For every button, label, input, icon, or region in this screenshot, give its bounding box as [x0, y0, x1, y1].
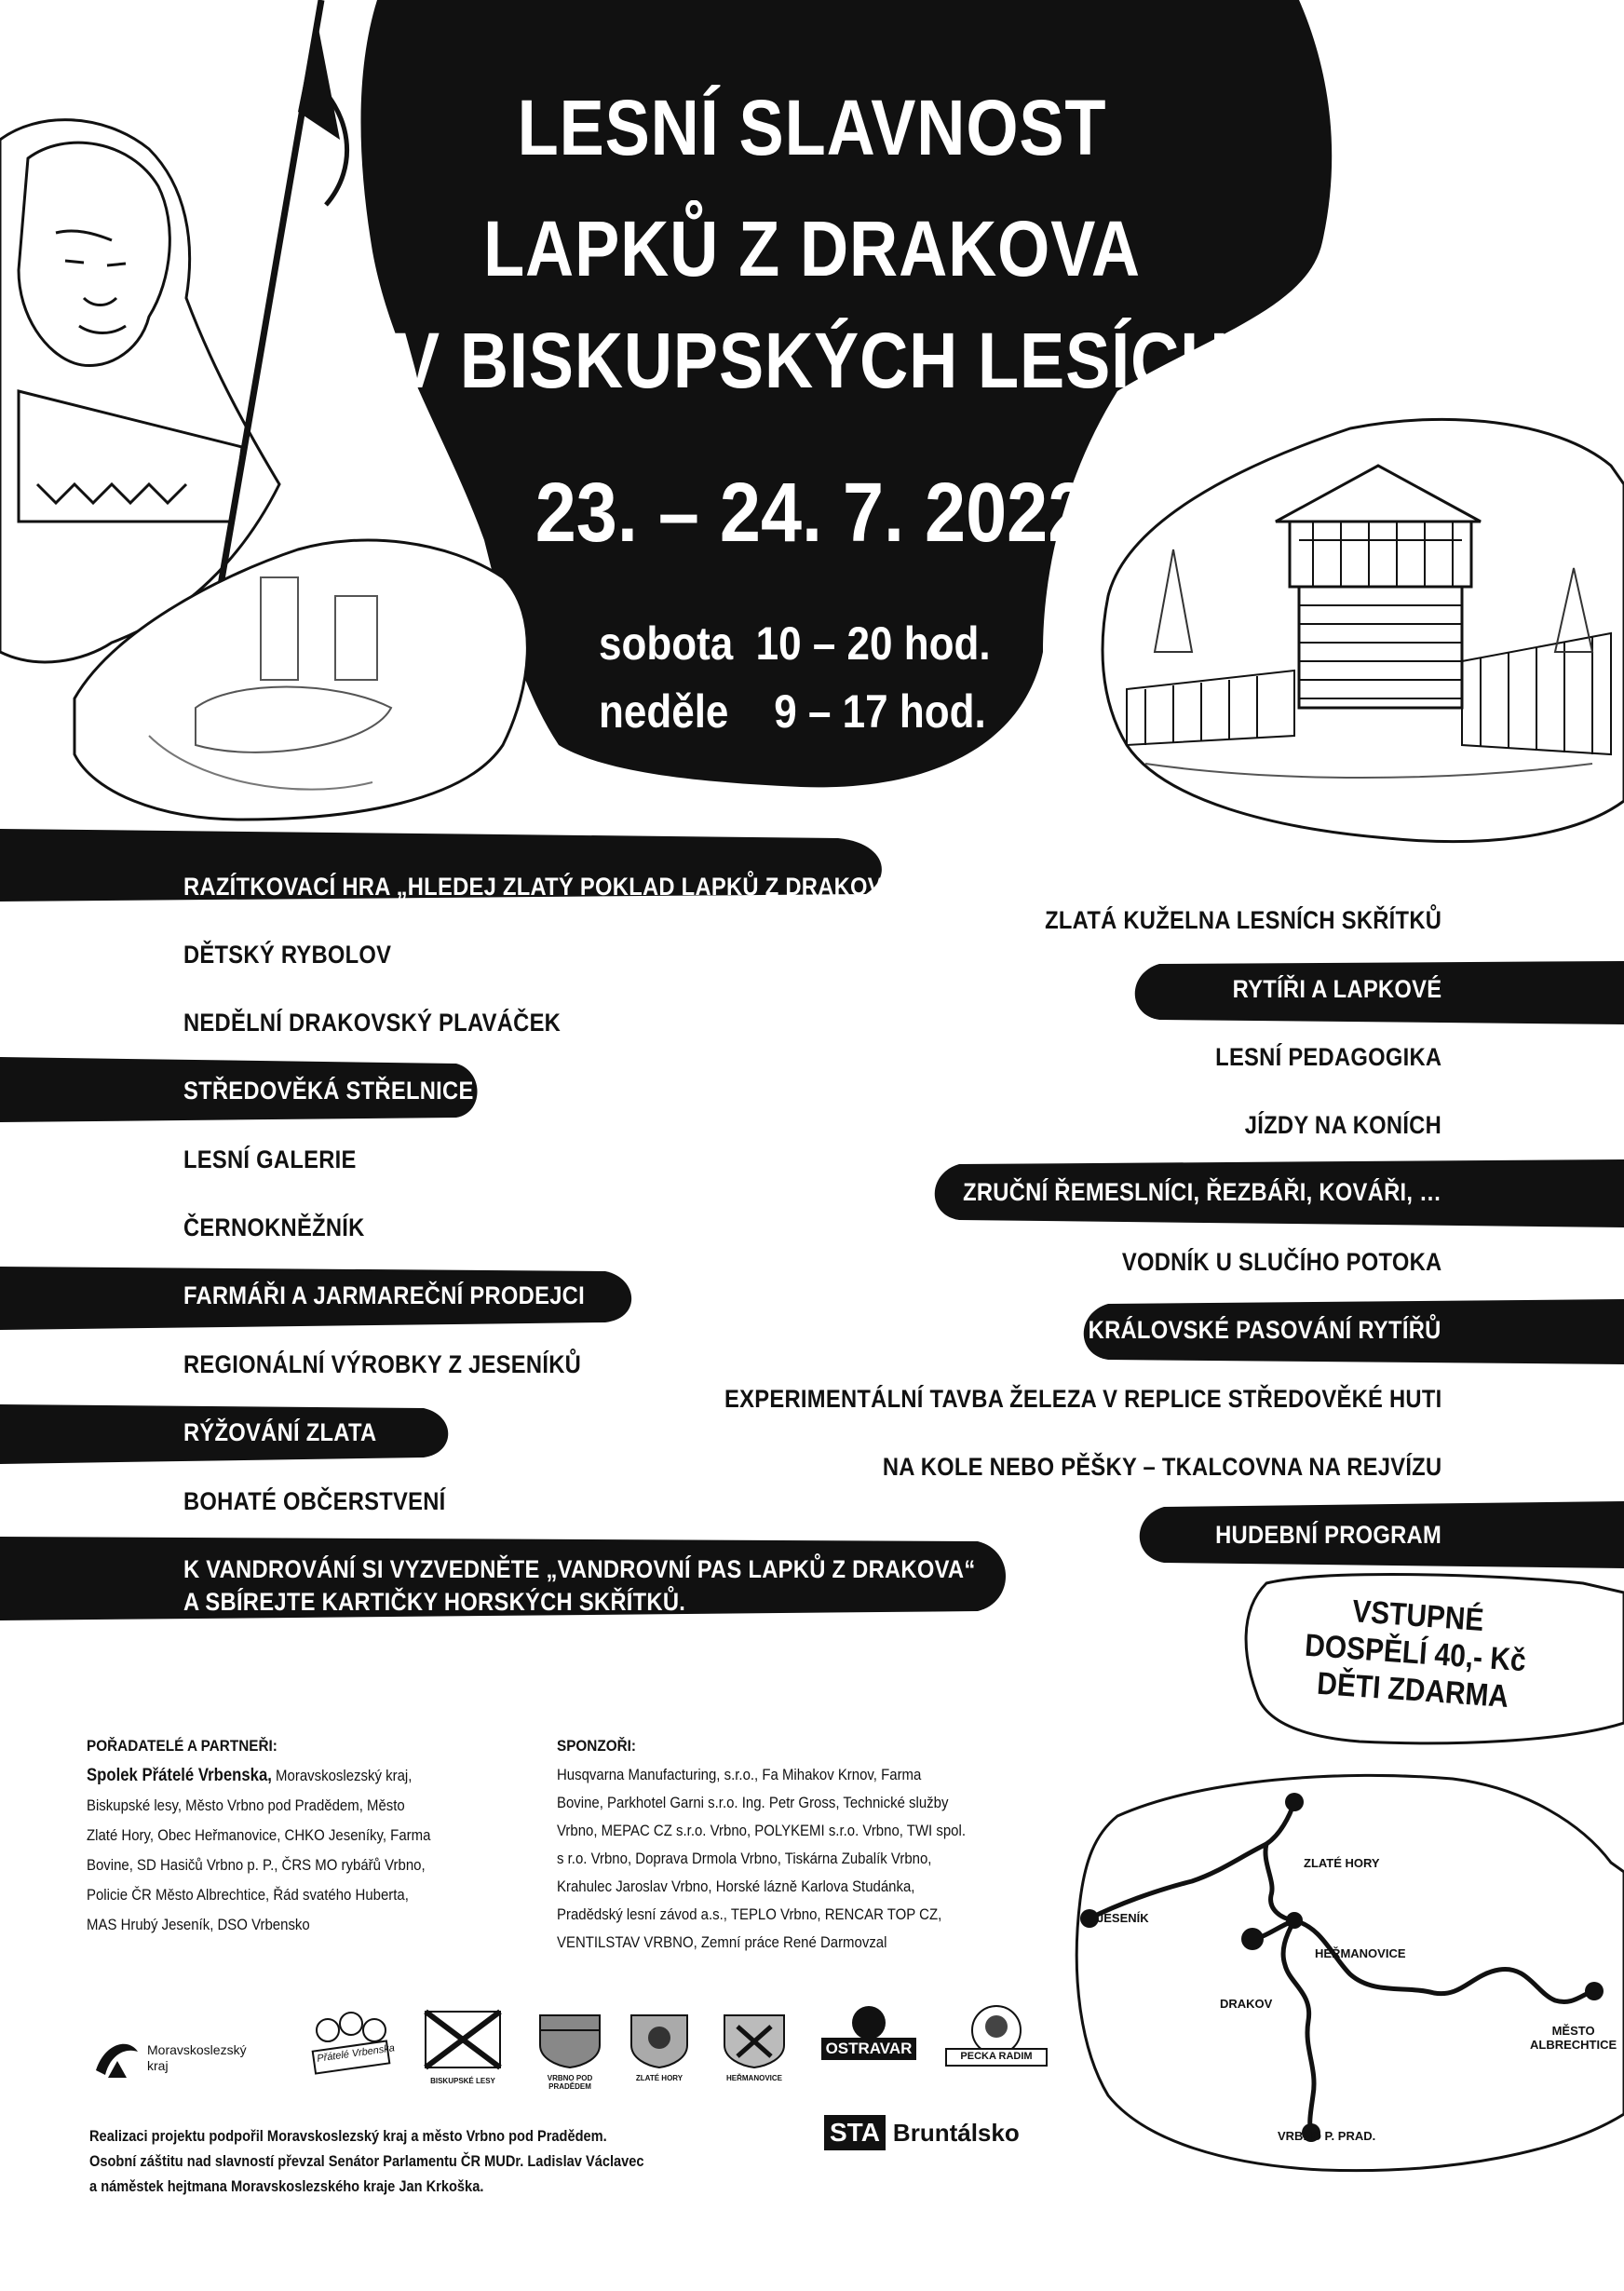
logo-pecka: [941, 2002, 1052, 2077]
footer-line-3: a náměstek hejtmana Moravskoslezského kraje Jan Krkoška.: [89, 2177, 484, 2195]
logo-ostravar: [818, 2002, 920, 2077]
sponsors-line-1: Bovine, Parkhotel Garni s.r.o. Ing. Petr Gross, Technické služby: [557, 1794, 949, 1811]
hours-sunday: neděle 9 – 17 hod.: [599, 685, 986, 738]
logo-zlate-hory: [626, 2012, 693, 2086]
logo-pratele-vrbenska: [300, 2007, 402, 2086]
organizers-line-4: Policie ČR Město Albrechtice, Řád svatého Huberta,: [87, 1886, 409, 1904]
logo-msk: [91, 2030, 296, 2086]
program-left-2: DĚTSKÝ RYBOLOV: [183, 941, 392, 969]
program-right-7: KRÁLOVSKÉ PASOVÁNÍ RYTÍŘŮ: [1089, 1316, 1441, 1344]
organizers-lead: Spolek Přátelé Vrbenska,: [87, 1766, 272, 1785]
title-line-3: V BISKUPSKÝCH LESÍCH: [394, 317, 1230, 404]
map-label-albrechtice-name: ALBRECHTICE: [1530, 2038, 1617, 2052]
sponsors-text: [557, 1761, 1016, 1957]
organizers-line-0: Moravskoslezský kraj,: [276, 1767, 413, 1784]
program-right-6: VODNÍK U SLUČÍHO POTOKA: [1121, 1248, 1441, 1276]
program-right-1: ZLATÁ KUŽELNA LESNÍCH SKŘÍTKŮ: [1044, 906, 1441, 934]
program-right-2: RYTÍŘI A LAPKOVÉ: [1232, 975, 1441, 1003]
sponsors-line-2: Vrbno, MEPAC CZ s.r.o. Vrbno, POLYKEMI s.r.o. Vrbno, TWI spol.: [557, 1822, 966, 1839]
program-right-5: ZRUČNÍ ŘEMESLNÍCI, ŘEZBÁŘI, KOVÁŘI, …: [962, 1178, 1441, 1206]
entry-line-1: VSTUPNÉ: [1350, 1593, 1485, 1638]
logo-herm-text: HEŘMANOVICE: [725, 2074, 782, 2082]
logo-vrbno-text: VRBNO POD PRADĚDEM: [547, 2074, 593, 2091]
biskupske-shield-icon: [421, 2007, 505, 2072]
footer-note: [89, 2123, 730, 2199]
hours-saturday: sobota 10 – 20 hod.: [599, 617, 991, 670]
program-left-1: RAZÍTKOVACÍ HRA „HLEDEJ ZLATÝ POKLAD LAPKŮ Z DRAKOVA“: [183, 873, 909, 901]
program-right-4: JÍZDY NA KONÍCH: [1244, 1111, 1441, 1139]
program-left-8: REGIONÁLNÍ VÝROBKY Z JESENÍKŮ: [183, 1350, 582, 1378]
logo-msk-text-2: kraj: [147, 2058, 169, 2073]
map-label-hermanovice: HEŘMANOVICE: [1315, 1946, 1406, 1960]
logo-zlate-text: ZLATÉ HORY: [635, 2074, 683, 2082]
program-right-9: NA KOLE NEBO PĚŠKY – TKALCOVNA NA REJVÍZU: [882, 1453, 1441, 1481]
program-left-10: BOHATÉ OBČERSTVENÍ: [183, 1487, 446, 1515]
logo-sta: [824, 2114, 1020, 2151]
map-label-vrbno: VRBNO P. PRAD.: [1278, 2129, 1376, 2143]
program-left-6: ČERNOKNĚŽNÍK: [183, 1213, 365, 1241]
vandr-line-2: A SBÍREJTE KARTIČKY HORSKÝCH SKŘÍTKŮ.: [183, 1588, 686, 1616]
logo-pecka-text: PECKA RADIM: [960, 2051, 1033, 2062]
organizers-line-5: MAS Hrubý Jeseník, DSO Vrbensko: [87, 1916, 310, 1933]
program-left-4: STŘEDOVĚKÁ STŘELNICE: [183, 1077, 474, 1105]
entry-line-3: DĚTI ZDARMA: [1316, 1665, 1510, 1715]
organizers-line-2: Zlaté Hory, Obec Heřmanovice, CHKO Jeseníky, Farma: [87, 1826, 431, 1844]
entry-line-2: DOSPĚLÍ 40,- Kč: [1304, 1627, 1527, 1679]
logo-biskupske-lesy: [421, 2007, 505, 2086]
sponsors-line-4: Krahulec Jaroslav Vrbno, Horské lázně Karlova Studánka,: [557, 1878, 915, 1895]
vrbno-crest-icon: [533, 2012, 607, 2069]
organizers-line-3: Bovine, SD Hasičů Vrbno p. P., ČRS MO rybářů Vrbno,: [87, 1856, 426, 1874]
sponsors-line-0: Husqvarna Manufacturing, s.r.o., Fa Mihakov Krnov, Farma: [557, 1766, 922, 1783]
program-left-5: LESNÍ GALERIE: [183, 1146, 357, 1173]
sponsors-section: [557, 1737, 1078, 1957]
entry-block: [1249, 1586, 1582, 1720]
program-right-3: LESNÍ PEDAGOGIKA: [1214, 1043, 1441, 1071]
sponsors-heading: SPONZOŘI:: [557, 1737, 637, 1755]
organizers-line-1: Biskupské lesy, Město Vrbno pod Pradědem, Město: [87, 1796, 405, 1814]
map-label-jesenik: JESENÍK: [1097, 1911, 1149, 1925]
title-line-2: LAPKŮ Z DRAKOVA: [483, 205, 1141, 292]
sponsors-line-3: s r.o. Vrbno, Doprava Drmola Vrbno, Tiskárna Zubalík Vrbno,: [557, 1850, 932, 1867]
msk-logo-icon: [91, 2033, 142, 2083]
program-right-10: HUDEBNÍ PROGRAM: [1215, 1521, 1441, 1549]
zlate-hory-crest-icon: [626, 2012, 693, 2069]
logo-sta-text: Bruntálsko: [892, 2118, 1020, 2147]
event-date: 23. – 24. 7. 2022: [535, 467, 1089, 560]
program-right-8: EXPERIMENTÁLNÍ TAVBA ŽELEZA V REPLICE STŘEDOVĚKÉ HUTI: [724, 1385, 1441, 1413]
program-left-9: RÝŽOVÁNÍ ZLATA: [183, 1418, 377, 1446]
hermanovice-crest-icon: [717, 2012, 792, 2069]
logo-vrbno: [533, 2012, 607, 2091]
logo-msk-text: Moravskoslezský: [147, 2042, 247, 2057]
map-label-albrechtice: [1530, 2024, 1617, 2052]
logo-sta-mark: STA: [824, 2115, 886, 2150]
sponsors-line-6: VENTILSTAV VRBNO, Zemní práce René Darmovzal: [557, 1933, 887, 1951]
map-label-mesto: MĚSTO: [1551, 2024, 1595, 2038]
organizers-section: [87, 1737, 571, 1940]
route-map: [1062, 1742, 1624, 2179]
title-line-1: LESNÍ SLAVNOST: [517, 84, 1107, 171]
organizers-heading: POŘADATELÉ A PARTNEŘI:: [87, 1737, 277, 1755]
sponsors-line-5: Pradědský lesní závod a.s., TEPLO Vrbno, RENCAR TOP CZ,: [557, 1905, 942, 1923]
logo-hermanovice: [717, 2012, 792, 2086]
logo-pratele-text: Přátelé Vrbenska: [316, 2042, 396, 2065]
map-label-drakov: DRAKOV: [1220, 1997, 1273, 2011]
program-left-7: FARMÁŘI A JARMAREČNÍ PRODEJCI: [183, 1281, 585, 1309]
logo-biskupske-text: BISKUPSKÉ LESY: [430, 2077, 495, 2085]
pecka-badge-icon: [941, 2002, 1052, 2077]
footer-line-2: Osobní záštitu nad slavností převzal Senátor Parlamentu ČR MUDr. Ladislav Václavec: [89, 2152, 644, 2170]
organizers-text: [87, 1761, 513, 1940]
logo-ostravar-text: OSTRAVAR: [825, 2040, 913, 2057]
program-left-3: NEDĚLNÍ DRAKOVSKÝ PLAVÁČEK: [183, 1009, 562, 1037]
vandr-line-1: K VANDROVÁNÍ SI VYZVEDNĚTE „VANDROVNÍ PAS LAPKŮ Z DRAKOVA“: [183, 1555, 976, 1583]
map-label-zlate-hory: ZLATÉ HORY: [1304, 1856, 1380, 1870]
footer-line-1: Realizaci projektu podpořil Moravskoslezský kraj a město Vrbno pod Pradědem.: [89, 2127, 607, 2145]
